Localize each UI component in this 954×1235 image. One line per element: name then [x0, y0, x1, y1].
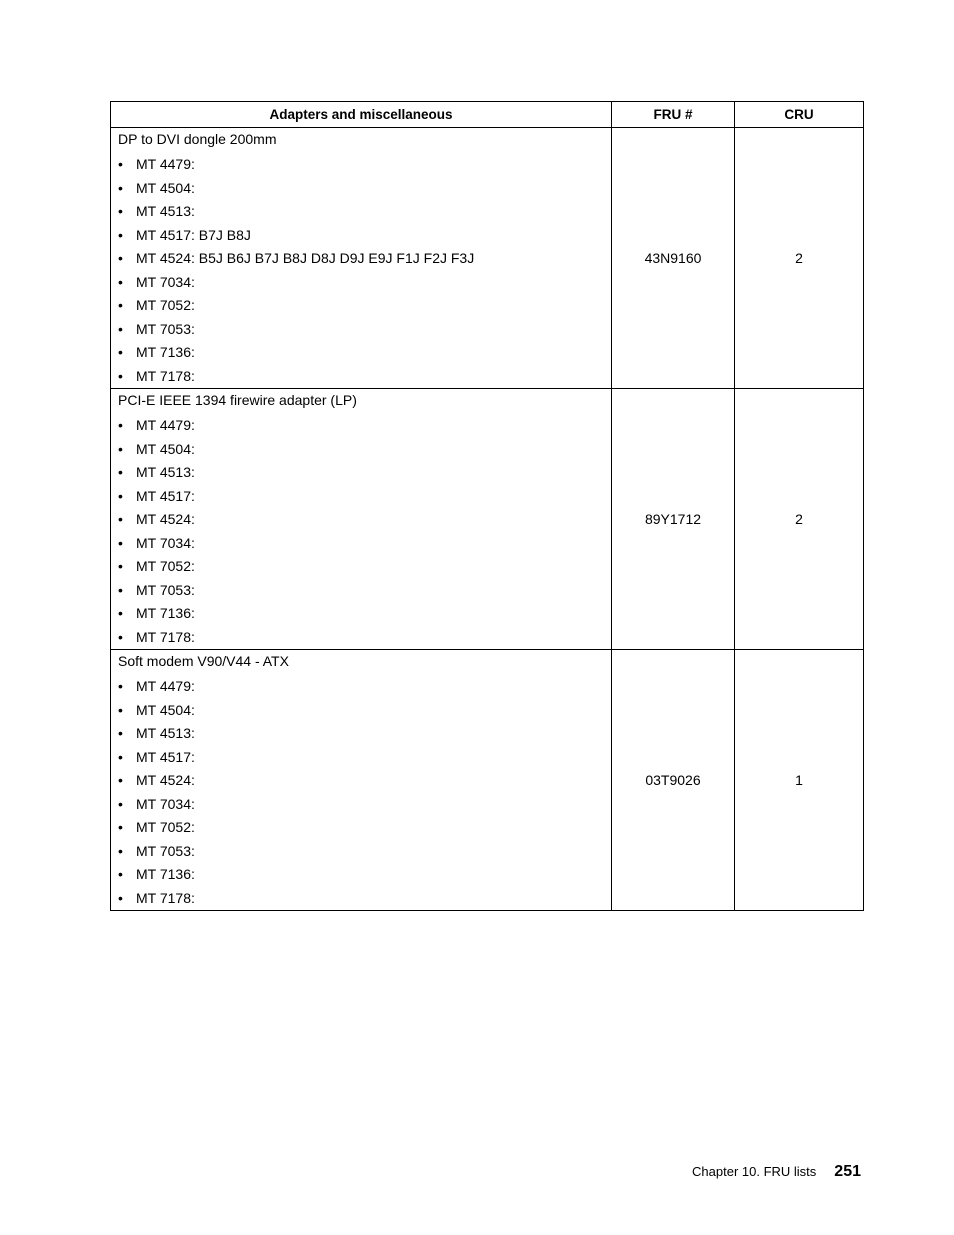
bullet-icon: • [118, 464, 123, 480]
bullet-icon: • [118, 511, 123, 527]
bullet-icon: • [118, 842, 123, 859]
bullet-icon: • [118, 344, 123, 360]
list-item [118, 887, 611, 911]
list-item [118, 438, 611, 462]
list-item [118, 177, 611, 201]
bullet-icon: • [118, 440, 123, 457]
machine-type-label: MT 7052: [136, 297, 195, 313]
bullet-icon: • [118, 866, 123, 882]
bullet-icon: • [118, 748, 123, 765]
part-description-cell [111, 128, 612, 389]
machine-type-label: MT 7052: [136, 558, 195, 574]
part-title: Soft modem V90/V44 - ATX [118, 653, 289, 669]
machine-type-label: MT 4479: [136, 678, 195, 694]
list-item [118, 271, 611, 295]
machine-type-label: MT 4517: [136, 487, 195, 504]
list-item [118, 722, 611, 746]
bullet-icon: • [118, 534, 123, 551]
bullet-icon: • [118, 417, 123, 433]
machine-type-list [118, 153, 611, 388]
list-item [118, 532, 611, 556]
machine-type-label: MT 4504: [136, 701, 195, 718]
bullet-icon: • [118, 558, 123, 574]
bullet-icon: • [118, 772, 123, 788]
machine-type-label: MT 7034: [136, 273, 195, 290]
list-item [118, 200, 611, 224]
page-number: 251 [834, 1163, 861, 1180]
list-item [118, 769, 611, 793]
header-adapters: Adapters and miscellaneous [111, 102, 612, 128]
list-item [118, 461, 611, 485]
machine-type-label: MT 4513: [136, 464, 195, 480]
machine-type-label: MT 7178: [136, 889, 195, 906]
bullet-icon: • [118, 487, 123, 504]
bullet-icon: • [118, 320, 123, 337]
bullet-icon: • [118, 889, 123, 906]
machine-type-label: MT 4479: [136, 156, 195, 172]
cru-tier-cell: 2 [735, 389, 864, 650]
list-item [118, 746, 611, 770]
machine-type-label: MT 4479: [136, 417, 195, 433]
list-item [118, 153, 611, 177]
cru-tier-cell: 1 [735, 650, 864, 911]
fru-number-cell: 03T9026 [612, 650, 735, 911]
list-item [118, 508, 611, 532]
bullet-icon: • [118, 367, 123, 384]
part-title: PCI-E IEEE 1394 firewire adapter (LP) [118, 392, 357, 408]
list-item [118, 247, 611, 271]
machine-type-label: MT 7136: [136, 344, 195, 360]
bullet-icon: • [118, 226, 123, 243]
list-item [118, 294, 611, 318]
machine-type-label: MT 7052: [136, 819, 195, 835]
machine-type-label: MT 4524: [136, 511, 195, 527]
machine-type-label: MT 7136: [136, 605, 195, 621]
list-item [118, 675, 611, 699]
machine-type-label: MT 7136: [136, 866, 195, 882]
list-item [118, 224, 611, 248]
machine-type-label: MT 4524: B5J B6J B7J B8J D8J D9J E9J F1J F2J F3J [136, 250, 475, 266]
list-item [118, 365, 611, 389]
table-row [111, 650, 864, 911]
machine-type-label: MT 7178: [136, 367, 195, 384]
list-item [118, 816, 611, 840]
list-item [118, 840, 611, 864]
list-item [118, 341, 611, 365]
list-item [118, 793, 611, 817]
page-footer [692, 1163, 861, 1183]
list-item [118, 318, 611, 342]
bullet-icon: • [118, 725, 123, 741]
list-item [118, 602, 611, 626]
part-description-cell [111, 389, 612, 650]
list-item [118, 555, 611, 579]
header-fru: FRU # [612, 102, 735, 128]
bullet-icon: • [118, 203, 123, 219]
machine-type-label: MT 7053: [136, 581, 195, 598]
machine-type-label: MT 4513: [136, 203, 195, 219]
bullet-icon: • [118, 581, 123, 598]
table-body [111, 128, 864, 911]
bullet-icon: • [118, 628, 123, 645]
bullet-icon: • [118, 179, 123, 196]
machine-type-label: MT 4517: B7J B8J [136, 226, 251, 243]
machine-type-label: MT 7034: [136, 534, 195, 551]
bullet-icon: • [118, 701, 123, 718]
machine-type-label: MT 7053: [136, 320, 195, 337]
fru-number-cell: 89Y1712 [612, 389, 735, 650]
machine-type-label: MT 4517: [136, 748, 195, 765]
machine-type-label: MT 4504: [136, 179, 195, 196]
fru-table [110, 101, 864, 911]
machine-type-label: MT 4504: [136, 440, 195, 457]
part-description-cell [111, 650, 612, 911]
list-item [118, 414, 611, 438]
machine-type-label: MT 4513: [136, 725, 195, 741]
bullet-icon: • [118, 605, 123, 621]
table-row [111, 389, 864, 650]
list-item [118, 579, 611, 603]
machine-type-label: MT 7178: [136, 628, 195, 645]
bullet-icon: • [118, 273, 123, 290]
bullet-icon: • [118, 795, 123, 812]
table-row [111, 128, 864, 389]
machine-type-label: MT 7053: [136, 842, 195, 859]
table-header-row [111, 102, 864, 128]
cru-tier-cell: 2 [735, 128, 864, 389]
list-item [118, 863, 611, 887]
list-item [118, 485, 611, 509]
chapter-label: Chapter 10. FRU lists [692, 1164, 817, 1179]
bullet-icon: • [118, 250, 123, 266]
bullet-icon: • [118, 819, 123, 835]
fru-number-cell: 43N9160 [612, 128, 735, 389]
machine-type-list [118, 414, 611, 649]
bullet-icon: • [118, 156, 123, 172]
list-item [118, 699, 611, 723]
bullet-icon: • [118, 678, 123, 694]
header-cru: CRU [735, 102, 864, 128]
bullet-icon: • [118, 297, 123, 313]
machine-type-list [118, 675, 611, 910]
machine-type-label: MT 7034: [136, 795, 195, 812]
list-item [118, 626, 611, 650]
part-title: DP to DVI dongle 200mm [118, 131, 277, 147]
machine-type-label: MT 4524: [136, 772, 195, 788]
